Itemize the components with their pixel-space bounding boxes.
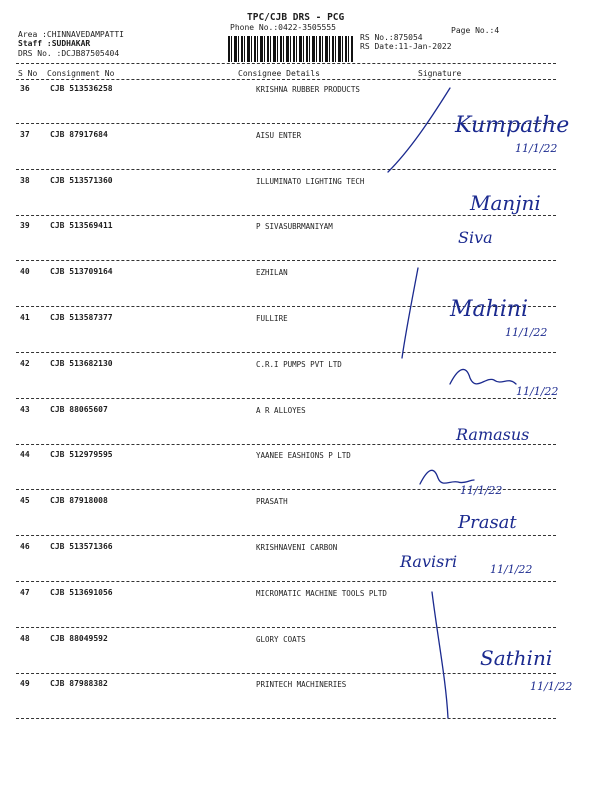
row-serial-number: 48 (20, 633, 30, 643)
signature-2: Manjni (470, 191, 541, 215)
row-consignment-number: CJB 513571366 (50, 542, 113, 551)
row-consignment-number: CJB 513536258 (50, 84, 113, 93)
row-consignment-number: CJB 512979595 (50, 450, 113, 460)
row-serial-number: 38 (20, 175, 30, 185)
rs-number: RS No.:875054 (360, 33, 423, 42)
row-serial-number: 45 (20, 496, 30, 506)
drs-number: DRS No. :DCJB87505404 (18, 49, 120, 58)
column-header-sno: S No (18, 69, 38, 78)
signature-date-1: 11/1/22 (515, 142, 558, 155)
row-consignee: MICROMATIC MACHINE TOOLS PLTD (256, 588, 387, 598)
row-consignment-number: CJB 513709164 (50, 267, 113, 277)
row-consignee: FULLIRE (256, 314, 288, 323)
row-consignment-number: CJB 88065607 (50, 404, 108, 414)
report-title: TPC/CJB DRS - PCG (247, 12, 345, 23)
signature-4: Mahini (450, 297, 529, 322)
signature-date-10: 11/1/22 (530, 680, 573, 693)
row-consignee: P SIVASUBRMANIYAM (256, 222, 333, 232)
row-consignee: PRASATH (256, 497, 288, 507)
signature-8: Prasat (458, 512, 517, 533)
row-consignment-number: CJB 513571360 (50, 175, 113, 185)
signature-stroke (388, 88, 450, 172)
signature-date-7: 11/1/22 (460, 484, 503, 497)
row-consignment-number: CJB 87917684 (50, 129, 108, 139)
signature-stroke (402, 268, 418, 358)
row-serial-number: 37 (20, 129, 30, 139)
row-serial-number: 39 (20, 221, 30, 231)
row-consignment-number: CJB 88049592 (50, 633, 108, 643)
row-serial-number: 49 (20, 679, 30, 689)
column-header-consignment: Consignment No (47, 69, 115, 78)
row-consignment-number: CJB 513682130 (50, 358, 113, 368)
row-consignee: PRINTECH MACHINERIES (256, 680, 347, 690)
row-consignee: YAANEE EASHIONS P LTD (256, 451, 351, 461)
row-serial-number: 47 (20, 587, 30, 597)
row-serial-number: 43 (20, 404, 30, 414)
signature-stroke (432, 592, 448, 718)
area-label: Area :CHINNAVEDAMPATTI (18, 30, 124, 39)
row-consignee: A R ALLOYES (256, 405, 306, 415)
row-serial-number: 41 (20, 313, 30, 322)
row-consignee: AISU ENTER (256, 130, 302, 140)
row-consignee: KRISHNAVENI CARBON (256, 543, 338, 552)
signature-date-5: 11/1/22 (516, 385, 559, 398)
signature-3: Siva (458, 228, 493, 247)
staff-label: Staff :SUDHAKAR (18, 39, 91, 48)
row-consignment-number: CJB 87988382 (50, 679, 108, 689)
phone-number: Phone No.:0422-3505555 (230, 23, 336, 32)
row-consignee: C.R.I PUMPS PVT LTD (256, 359, 342, 369)
row-consignee: ILLUMINATO LIGHTING TECH (256, 176, 365, 186)
column-header-consignee: Consignee Details (238, 69, 320, 78)
row-consignment-number: CJB 513569411 (50, 221, 113, 231)
signature-10: Sathini (480, 646, 553, 670)
row-serial-number: 44 (20, 450, 30, 460)
row-consignee: KRISHNA RUBBER PRODUCTS (256, 85, 360, 94)
row-consignment-number: CJB 513587377 (50, 313, 113, 322)
row-serial-number: 46 (20, 542, 30, 551)
signature-1: Kumpathe (455, 113, 570, 138)
row-serial-number: 40 (20, 267, 30, 277)
page-number: Page No.:4 (451, 26, 500, 35)
signature-stroke (420, 470, 474, 484)
column-header-signature: Signature (418, 69, 462, 78)
signature-6: Ramasus (456, 425, 530, 444)
rs-date: RS Date:11-Jan-2022 (360, 42, 452, 51)
row-consignee: EZHILAN (256, 268, 288, 278)
row-serial-number: 42 (20, 358, 30, 368)
signature-9: Ravisri (400, 552, 458, 571)
signature-date-4: 11/1/22 (505, 326, 548, 339)
row-serial-number: 36 (20, 84, 30, 93)
row-consignment-number: CJB 513691056 (50, 587, 113, 597)
signature-date-9: 11/1/22 (490, 563, 533, 576)
signature-stroke (450, 369, 516, 384)
row-consignment-number: CJB 87918008 (50, 496, 108, 506)
row-consignee: GLORY COATS (256, 634, 306, 644)
